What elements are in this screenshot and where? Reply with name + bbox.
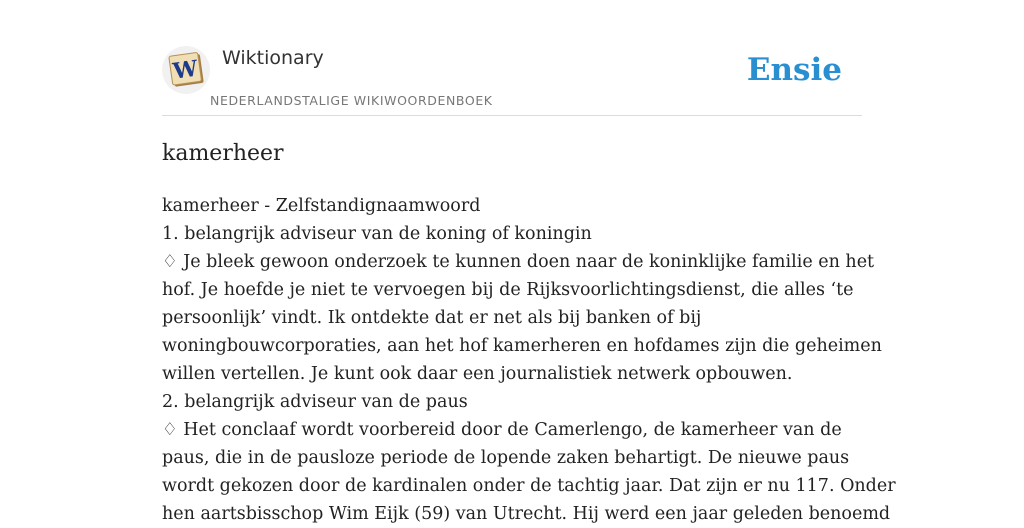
ensie-brand-link[interactable]: Ensie bbox=[746, 52, 842, 88]
example-2-line: ♢ Het conclaaf wordt voorbereid door de Camerlengo, de kamerheer van de bbox=[162, 420, 842, 440]
example-1-line: persoonlijk’ vindt. Ik ontdekte dat er net als bij banken of bij bbox=[162, 308, 702, 328]
definition-2: 2. belangrijk adviseur van de paus bbox=[162, 392, 468, 412]
example-2-line: wordt gekozen door de kardinalen onder de tachtig jaar. Dat zijn er nu 117. Onder bbox=[162, 476, 896, 496]
entry-card bbox=[162, 0, 896, 524]
example-1-line: ♢ Je bleek gewoon onderzoek te kunnen doen naar de koninklijke familie en het bbox=[162, 252, 875, 272]
site-tagline: NEDERLANDSTALIGE WIKIWOORDENBOEK bbox=[210, 93, 493, 108]
example-1-line: woningbouwcorporaties, aan het hof kamerheren en hofdames zijn die geheimen bbox=[162, 336, 882, 356]
word-type-line: kamerheer - Zelfstandignaamwoord bbox=[162, 196, 481, 216]
entry-content bbox=[162, 192, 896, 528]
site-header bbox=[162, 0, 862, 116]
logo-letter: W bbox=[171, 55, 200, 85]
definition-1: 1. belangrijk adviseur van de koning of koningin bbox=[162, 224, 592, 244]
site-name[interactable]: Wiktionary bbox=[222, 47, 324, 69]
wiktionary-logo[interactable] bbox=[162, 46, 210, 94]
page-title: kamerheer bbox=[162, 141, 284, 166]
example-2-line: hen aartsbisschop Wim Eijk (59) van Utrecht. Hij werd een jaar geleden benoemd bbox=[162, 504, 891, 524]
example-2-line: paus, die in de pausloze periode de lopende zaken behartigt. De nieuwe paus bbox=[162, 448, 850, 468]
example-1-line: hof. Je hoefde je niet te vervoegen bij de Rijksvoorlichtingsdienst, die alles ‘te bbox=[162, 280, 854, 300]
example-1-line: willen vertellen. Je kunt ook daar een journalistiek netwerk opbouwen. bbox=[162, 364, 793, 384]
wiktionary-tile-icon bbox=[162, 46, 210, 94]
